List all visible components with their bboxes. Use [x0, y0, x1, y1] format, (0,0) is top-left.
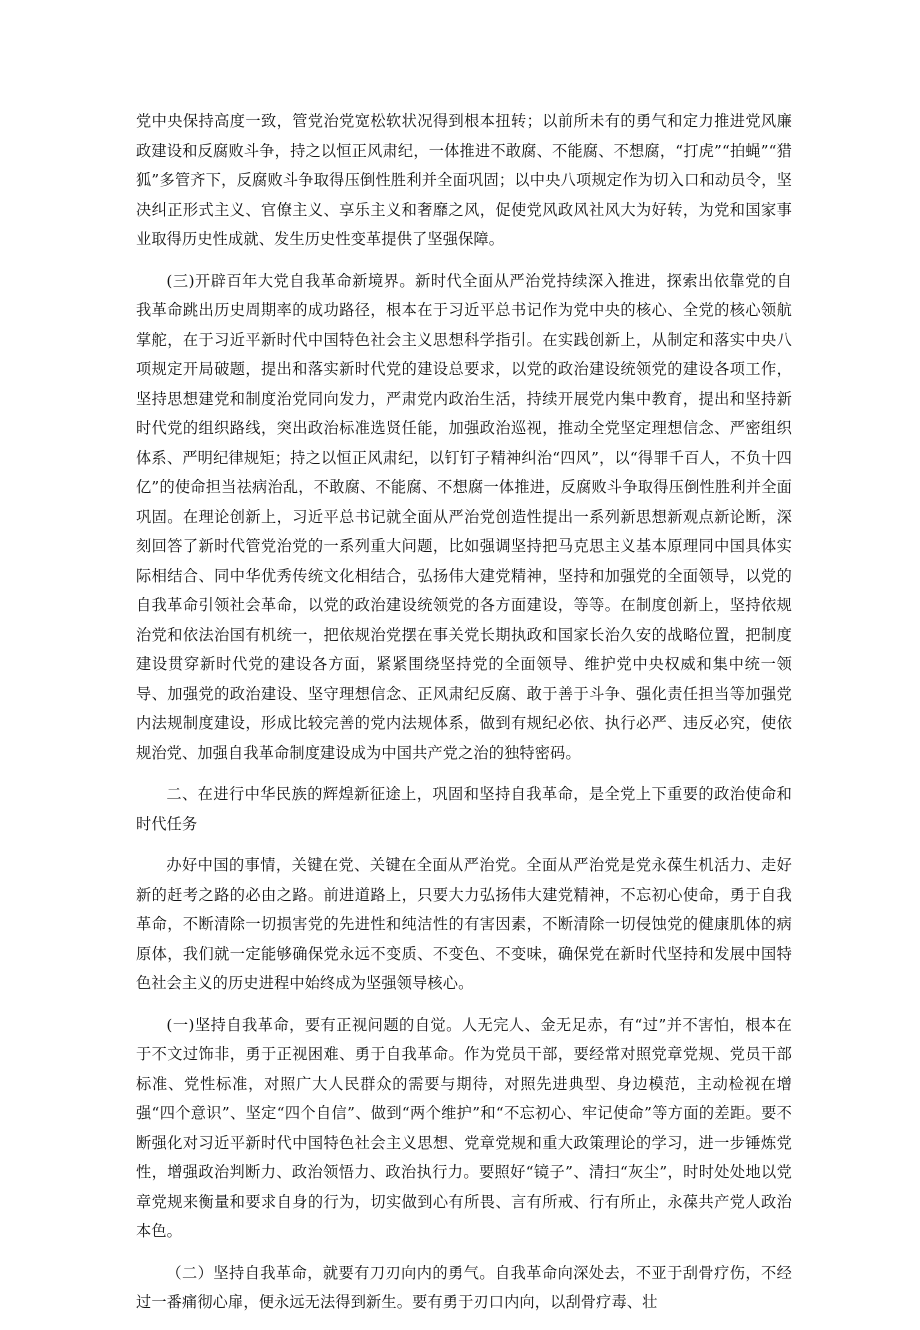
section-heading-2: 二、在进行中华民族的辉煌新征途上，巩固和坚持自我革命，是全党上下重要的政治使命和时代任务: [136, 785, 792, 833]
document-page: [136, 107, 792, 1330]
paragraph-intro-2: 办好中国的事情，关键在党、关键在全面从严治党。全面从严治党是党永葆生机活力、走好新的赶考之路的必由之路。前进道路上，只要大力弘扬伟大建党精神，不忘初心使命，勇于自我革命，不断清除一切损害党的先进性和纯洁性的有害因素，不断清除一切侵蚀党的健康肌体的病原体，我们就一定能够确保党永远不变质、不变色、不变味，确保党在新时代坚持和发展中国特色社会主义的历史进程中始终成为坚强领导核心。: [136, 856, 792, 992]
paragraph-point-2: （二）坚持自我革命，就要有刀刃向内的勇气。自我革命向深处去，不亚于刮骨疗伤，不经过一番痛彻心扉，便永远无法得到新生。要有勇于刃口内向，以刮骨疗毒、壮: [136, 1263, 792, 1311]
paragraph-point-1: (一)坚持自我革命，要有正视问题的自觉。人无完人、金无足赤，有“过”并不害怕，根本在于不文过饰非，勇于正视困难、勇于自我革命。作为党员干部，要经常对照党章党规、党员干部标准、党性标准，对照广大人民群众的需要与期待，对照先进典型、身边模范，主动检视在增强“四个意识”、坚定“四个自信”、做到“两个维护”和“不忘初心、牢记使命”等方面的差距。要不断强化对习近平新时代中国特色社会主义思想、党章党规和重大政策理论的学习，进一步锤炼党性，增强政治判断力、政治领悟力、政治执行力。要照好“镜子”、清扫“灰尘”，时时处处地以党章党规来衡量和要求自身的行为，切实做到心有所畏、言有所戒、行有所止，永葆共产党人政治本色。: [136, 1015, 792, 1240]
paragraph-continuation: 党中央保持高度一致，管党治党宽松软状况得到根本扭转；以前所未有的勇气和定力推进党风廉政建设和反腐败斗争，持之以恒正风肃纪，一体推进不敢腐、不能腐、不想腐，“打虎”“拍蝇”“猎狐”多管齐下，反腐败斗争取得压倒性胜利并全面巩固；以中央八项规定作为切入口和动员令，坚决纠正形式主义、官僚主义、享乐主义和奢靡之风，促使党风政风社风大为好转，为党和国家事业取得历史性成就、发生历史性变革提供了坚强保障。: [136, 112, 792, 248]
paragraph-section-3: (三)开辟百年大党自我革命新境界。新时代全面从严治党持续深入推进，探索出依靠党的自我革命跳出历史周期率的成功路径，根本在于习近平总书记作为党中央的核心、全党的核心领航掌舵，在于习近平新时代中国特色社会主义思想科学指引。在实践创新上，从制定和落实中央八项规定开局破题，提出和落实新时代党的建设总要求，以党的政治建设统领党的建设各项工作，坚持思想建党和制度治党同向发力，严肃党内政治生活，持续开展党内集中教育，提出和坚持新时代党的组织路线，突出政治标准选贤任能，加强政治巡视，推动全党坚定理想信念、严密组织体系、严明纪律规矩；持之以恒正风肃纪，以钉钉子精神纠治“四风”，以“得罪千百人，不负十四亿”的使命担当祛病治乱，不敢腐、不能腐、不想腐一体推进，反腐败斗争取得压倒性胜利并全面巩固。在理论创新上，习近平总书记就全面从严治党创造性提出一系列新思想新观点新论断，深刻回答了新时代管党治党的一系列重大问题，比如强调坚持把马克思主义基本原理同中国具体实际相结合、同中华优秀传统文化相结合，弘扬伟大建党精神，坚持和加强党的全面领导，以党的自我革命引领社会革命，以党的政治建设统领党的各方面建设，等等。在制度创新上，坚持依规治党和依法治国有机统一，把依规治党摆在事关党长期执政和国家长治久安的战略位置，把制度建设贯穿新时代党的建设各方面，紧紧围绕坚持党的全面领导、维护党中央权威和集中统一领导、加强党的政治建设、坚守理想信念、正风肃纪反腐、敢于善于斗争、强化责任担当等加强党内法规制度建设，形成比较完善的党内法规体系，做到有规纪必依、执行必严、违反必究，使依规治党、加强自我革命制度建设成为中国共产党之治的独特密码。: [136, 271, 792, 762]
